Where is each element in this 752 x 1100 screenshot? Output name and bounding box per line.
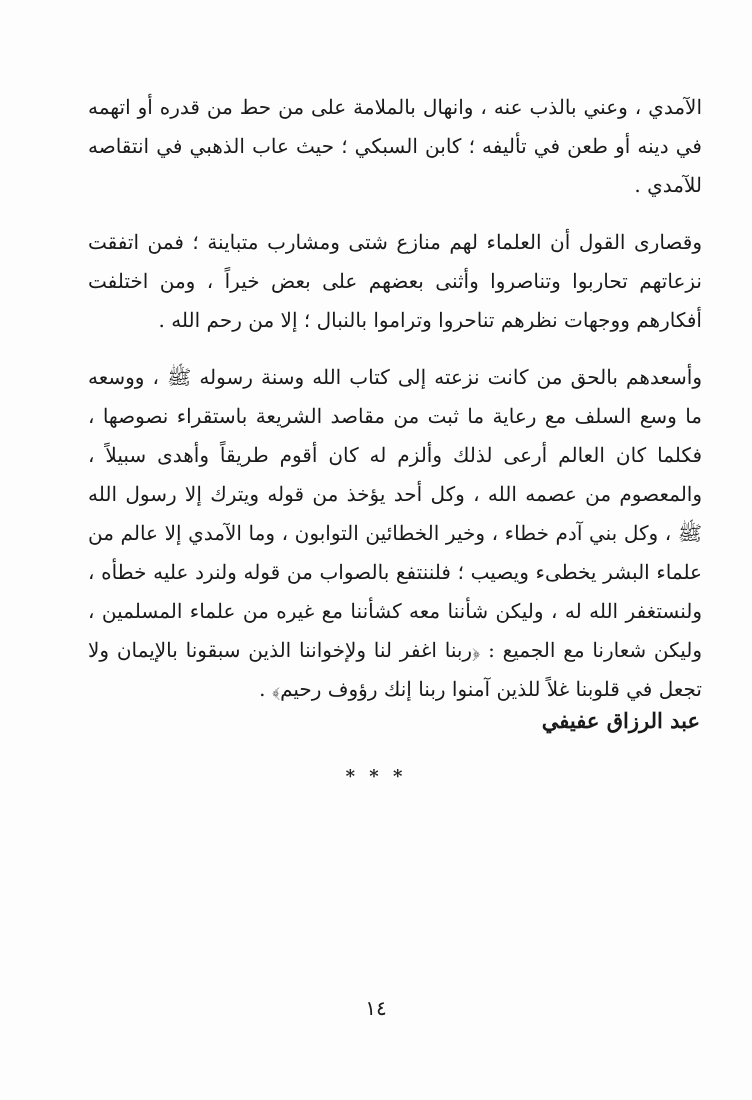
- paragraph-3: وأسعدهم بالحق من كانت نزعته إلى كتاب الله وسنة رسوله ﷺ ، ووسعه ما وسع السلف مع رعاية ما ثبت من مقاصد الشريعة باستقراء نصوصها ، فكلما كان العالم أرعى لذلك وألزم له كان أقوم طريقاً وأهدى سبيلاً ، والمعصوم من عصمه الله ، وكل أحد يؤخذ من قوله ويترك إلا رسول الله ﷺ ، وكل بني آدم خطاء ، وخير الخطائين التوابون ، وما الآمدي إلا عالم من علماء البشر يخطىء ويصيب ؛ فلننتفع بالصواب من قوله ولنرد عليه خطأه ، ولنستغفر الله له ، وليكن شأننا معه كشأننا مع غيره من علماء المسلمين ، وليكن شعارنا مع الجميع : ﴿ربنا اغفر لنا ولإخواننا الذين سبقونا بالإيمان ولا تجعل في قلوبنا غلاً للذين آمنوا ربنا إنك رؤوف رحيم﴾ .: [88, 365, 702, 701]
- author-signature: عبد الرزاق عفيفي: [541, 708, 700, 733]
- section-separator: * * *: [345, 766, 407, 787]
- page-number: ١٤: [365, 996, 387, 1020]
- paragraph-2: وقصارى القول أن العلماء لهم منازع شتى ومشارب متباينة ؛ فمن اتفقت نزعاتهم تحاربوا وتناصروا وأثنى بعضهم على بعض خيراً ، ومن اختلفت أفكارهم ووجهات نظرهم تناحروا وتراموا بالنبال ؛ إلا من رحم الله .: [88, 230, 702, 332]
- body-text: [88, 88, 702, 709]
- paragraph-1: الآمدي ، وعني بالذب عنه ، وانهال بالملامة على من حط من قدره أو اتهمه في دينه أو طعن في تأليفه ؛ كابن السبكي ؛ حيث عاب الذهبي في انتقاصه للآمدي .: [88, 95, 702, 197]
